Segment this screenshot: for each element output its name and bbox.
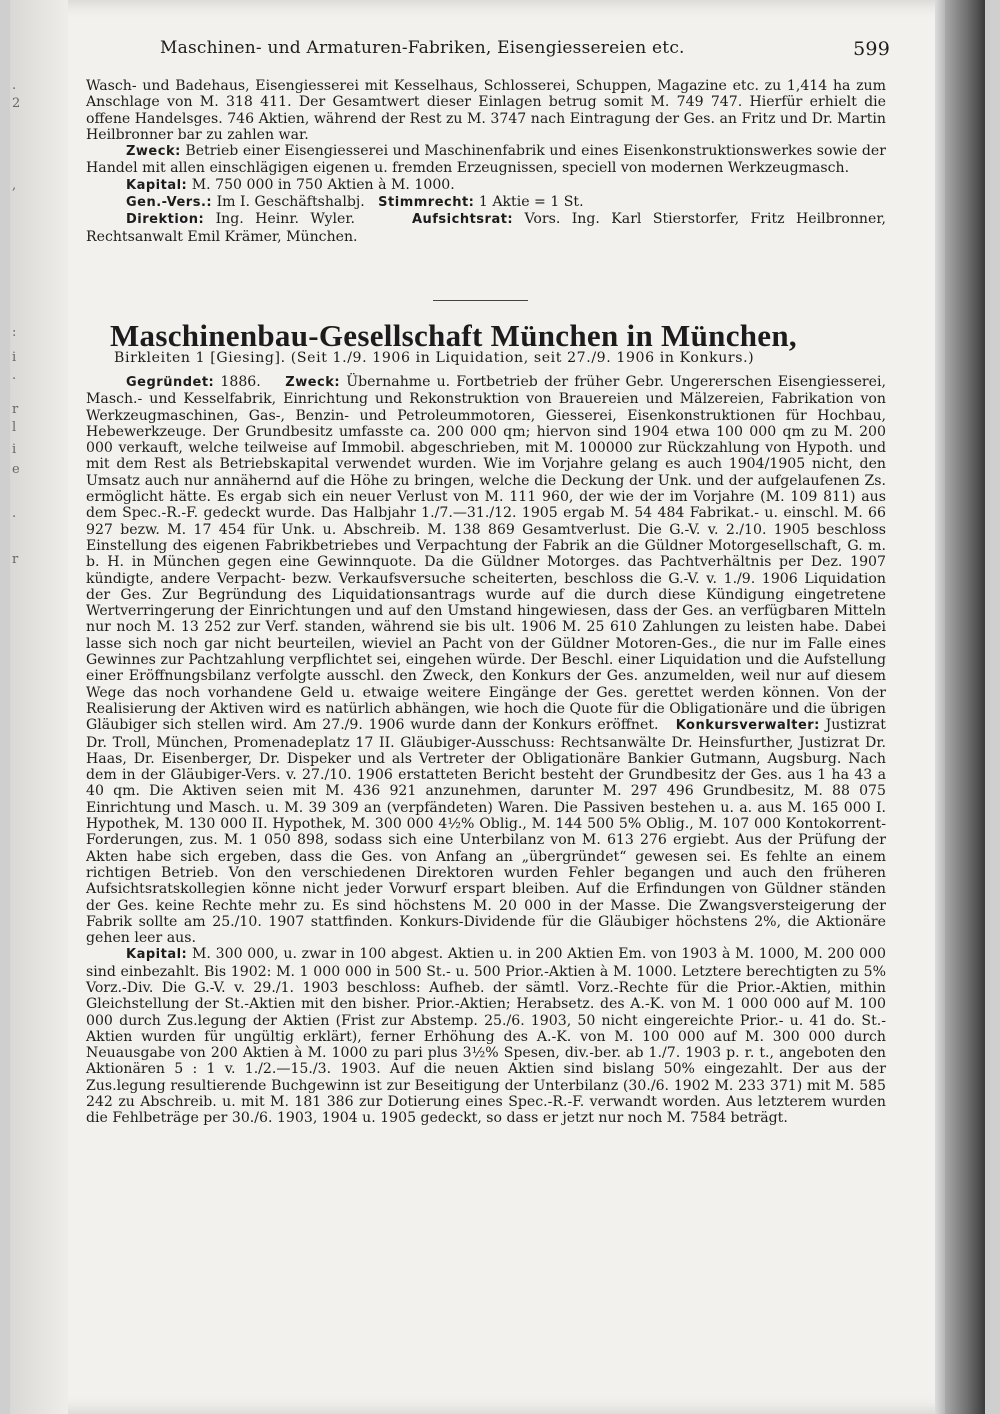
entry2-kapital bbox=[86, 946, 886, 1126]
entry1-direktion bbox=[86, 211, 886, 245]
running-title: Maschinen- und Armaturen-Fabriken, Eisengiessereien etc. bbox=[160, 38, 685, 58]
zweck-text: Betrieb einer Eisengiesserei und Maschinenfabrik und eines Eisenkonstruktionswerkes sowie der Handel mit allen einschlägigen eigenen u. fremden Erzeugnissen, speciell von modernen Werkzeugmasch. bbox=[86, 143, 886, 177]
kapital-label: Kapital: bbox=[126, 177, 188, 193]
scanned-page: . 2 , : i . r l i e . r Maschinen- und Armaturen-Fabriken, Eisengiessereien etc. 599 Wasch- und Badehaus, Eisengiesserei mit Kesselhaus, Schlosserei, Schuppen, Magazine etc. zu 1,414 ha zum Anschlage von M. 318 411. Der Gesamtwert dieser Einlagen betrug somit M. 749 747. Hierfür erhielt die offene Handelsges. 746 Aktien, während der Rest zu M. 3747 nach Eintragung der Ges. an Fritz und Dr. Martin Heilbronner bar zu zahlen war. Zweck: Betrieb einer Eisengiesserei und Maschinenfabrik und eines Eisenkonstruktionswerkes sowie der Handel mit allen einschlägigen eigenen u. fremden Erzeugnissen, speciell von modernen Werkzeugmasch. Kapital: M. 750 000 in 750 Aktien à M. 1000. Gen.-Vers.: Im I. Geschäftshalbj. Stimmrecht: 1 Aktie = 1 St. Direktion: Ing. Heinr. Wyler. Aufsichtsrat: Vors. Ing. Karl Stierstorfer, Fritz Heilbronner, Rechtsanwalt Emil Krämer, München. Maschinenbau-Gesellschaft München in München, Birkleiten 1 [Giesing]. (Seit 1./9. 1906 in Liquidation, seit 27./9. 1906 in Konkurs.) Gegründet: 1886. Zweck: Übernahme u. Fortbetrieb der früher Gebr. Ungererschen Eisengiesserei, Masch.- und Kesselfabrik, Einrichtung und Rekonstruktion von Brauereien und Mälzereien, Fabrikation von Werkzeugmaschinen, Gas-, Benzin- und Petroleummotoren, Giesserei, Eisenkonstruktionen für Hochbau, Hebewerkzeuge. Der Grundbesitz umfasste ca. 200 000 qm; hiervon sind 1904 etwa 100 000 qm zu M. 200 000 verkauft, welche teilweise auf Immobil. abgeschrieben, mit M. 100000 zur Rückzahlung von Hypoth. und mit dem Rest als Betriebskapital verwendet wurden. Wie im Vorjahre gelang es auch 1904/1905 nicht, den Umsatz auch nur annähernd auf die Höhe zu bringen, welche die Deckung der Unk. und der aufgelaufenen Zs. ermöglicht hätte. Es ergab sich ein neuer Verlust von M. 111 960, der wie der im Vorjahre (M. 109 811) aus dem Spec.-R.-F. gedeckt wurde. Das Halbjahr 1./7.—31./12. 1905 ergab M. 54 484 Fabrikat.- u. einschl. M. 66 927 bezw. M. 17 454 für Unk. u. Abschreib. M. 138 869 Gesamtverlust. Die G.-V. v. 2./10. 1905 beschloss Einstellung des eigenen Fabrikbetriebes und Verpachtung der Fabrik an die Güldner Motorgesellschaft, G. m. b. H. in München gegen eine Gewinnquote. Da die Güldner Motorges. das Pachtverhältnis per Dez. 1907 kündigte, andere Verpacht- bezw. Verkaufsversuche scheiterten, beschloss die G.-V. v. 1./9. 1906 Liquidation der Ges. Zur Begründung des Liquidationsantrags wurde auf die durch diese Kündigung eingetretene Wertverringerung der Einrichtungen und auf den Umstand hingewiesen, dass der Ges. an verfügbaren Mitteln nur noch M. 13 252 zur Verf. standen, während sie bis ult. 1906 M. 25 610 Zahlungen zu leisten habe. Dabei lasse sich noch gar nicht beurteilen, wieviel an Pacht von der Güldner Motoren-Ges., die nur im Falle eines Gewinnes zur Pachtzahlung verpflichtet sei, eingehen würde. Der Beschl. einer Liquidation und die Aufstellung einer Eröffnungsbilanz verfolgte ausschl. den Zweck, den Konkurs der Ges. anzumelden, weil nur auf diesem Wege das noch vorhandene Geld u. etwaige weitere Eingänge der Ges. gerettet werden können. Von der Realisierung der Aktiven wird es natürlich abhängen, wie hoch die Quote für die Obligationäre und die übrigen Gläubiger sich stellen wird. Am 27./9. 1906 wurde dann der Konkurs eröffnet. Konkursverwalter: Justizrat Dr. Troll, München, Promenadeplatz 17 II. Gläubiger-Ausschuss: Rechtsanwälte Dr. Heinsfurther, Justizrat Dr. Haas, Dr. Eisenberger, Dr. Dispeker und als Vertreter der Obligationäre Bankier Gutmann, Augsburg. Nach dem in der Gläubiger-Vers. v. 27./10. 1906 erstatteten Bericht besteht der Grundbesitz der Ges. aus 1 ha 43 a 40 qm. Die Aktiven seien mit M. 436 921 anzunehmen, darunter M. 297 496 Grundbesitz, M. 88 075 Einrichtung und Masch. u. M. 39 309 an (verpfändeten) Waren. Die Passiven bestehen u. a. aus M. 165 000 I. Hypothek, M. 130 000 II. Hypothek, M. 300 000 4½% Oblig., M. 144 500 5% Oblig., M. 107 000 Kontokorrent-Forderungen, zus. M. 1 050 898, sodass sich eine Unterbilanz von M. 613 276 ergiebt. Aus der Prüfung der Akten habe sich ergeben, dass die Ges. von Anfang an „übergründet“ gewesen sei. Es fehlte an einem richtigen Betrieb. Von den verschiedenen Direktoren wurden Fehler begangen und auch den früheren Aufsichtsratskollegien könne nicht jeder Vorwurf erspart bleiben. Auf die Erfindungen von Güldner ständen der Ges. keine Rechte mehr zu. Es sind höchstens M. 20 000 in der Masse. Die Zwangsversteigerung der Fabrik sollte am 25./10. 1907 stattfinden. Konkurs-Dividende für die Gläubiger höchstens 2%, die Aktionäre gehen leer aus. Kapital: M. 300 000, u. zwar in 100 abgest. Aktien u. in 200 Aktien Em. von 1903 à M. 1000, M. 200 000 sind einbezahlt. Bis 1902: M. 1 000 000 in 500 St.- u. 500 Prior.-Aktien à M. 1000. Letztere berechtigten zu 5% Vorz.-Div. Die G.-V. v. 29./1. 1903 beschloss: Aufheb. der sämtl. Vorz.-Rechte für die Prior.-Aktien, mithin Gleichstellung der St.-Aktien mit den bisher. Prior.-Aktien; Herabsetz. des A.-K. von M. 1 000 000 auf M. 100 000 durch Zus.legung der Aktien (Frist zur Abstemp. 25./6. 1903, 50 nicht eingereichte Prior.- u. 41 do. St.-Aktien wurden für ungültig erklärt), ferner Erhöhung des A.-K. von M. 100 000 auf M. 300 000 durch Neuausgabe von 200 Aktien à M. 1000 zu pari plus 3½% Spesen, div.-ber. ab 1./7. 1903 p. r. t., angeboten den Aktionären 5 : 1 v. 1./2.—15./3. 1903. Auf die neuen Aktien sind bislang 50% eingezahlt. Der aus der Zus.legung resultierende Buchgewinn ist zur Beseitigung der Unterbilanz (30./6. 1902 M. 233 371) mit M. 585 242 zu Abschreib. u. mit M. 181 386 zur Dotierung eines Spec.-R.-F. verwandt worden. Aus letzterem wurden die Fehlbeträge per 30./6. 1903, 1904 u. 1905 gedeckt, so dass er jetzt nur noch M. 7584 beträgt. bbox=[10, 0, 985, 1414]
entry1-genvers bbox=[86, 194, 886, 211]
direktion-label: Direktion: bbox=[126, 212, 205, 228]
aufsichtsrat-text: Vors. Ing. Karl Stierstorfer, Fritz Heilbronner, Rechtsanwalt Emil Krämer, München. bbox=[86, 211, 886, 245]
gegruendet-label: Gegründet: bbox=[126, 375, 215, 390]
direktion-text: Ing. Heinr. Wyler. bbox=[215, 211, 356, 228]
entry-maschinenbau-gesellschaft bbox=[86, 374, 886, 1127]
company-title: Maschinenbau-Gesellschaft München in München, bbox=[110, 318, 797, 353]
entry1-intro: Wasch- und Badehaus, Eisengiesserei mit Kesselhaus, Schlosserei, Schuppen, Magazine etc. zu 1,414 ha zum Anschlage von M. 318 411. Der Gesamtwert dieser Einlagen betrug somit M. 749 747. Hierfür erhielt die offene Handelsges. 746 Aktien, während der Rest zu M. 3747 nach Eintragung der Ges. an Fritz und Dr. Martin Heilbronner bar zu zahlen war. bbox=[86, 78, 886, 143]
entry1-kapital bbox=[86, 177, 886, 194]
entry-previous-company bbox=[86, 78, 886, 245]
running-header bbox=[160, 38, 890, 58]
entry1-zweck bbox=[86, 143, 886, 177]
page-spine-shadow bbox=[10, 0, 68, 1414]
stimmrecht-text: 1 Aktie = 1 St. bbox=[478, 194, 584, 211]
history-text-2: Justizrat Dr. Troll, München, Promenadeplatz 17 II. Gläubiger-Ausschuss: Rechtsanwälte Dr. Heinsfurther, Justizrat Dr. Haas, Dr. Eisenberger, Dr. Dispeker und als Vertreter der Obligationäre Bankier Gutmann, Augsburg. Nach dem in der Gläubiger-Vers. v. 27./10. 1906 erstatteten Bericht besteht der Grundbesitz der Ges. aus 1 ha 43 a 40 qm. Die Aktiven seien mit M. 436 921 anzunehmen, darunter M. 297 496 Grundbesitz, M. 88 075 Einrichtung und Masch. u. M. 39 309 an (verpfändeten) Waren. Die Passiven bestehen u. a. aus M. 165 000 I. Hypothek, M. 130 000 II. Hypothek, M. 300 000 4½% Oblig., M. 144 500 5% Oblig., M. 107 000 Kontokorrent-Forderungen, zus. M. 1 050 898, sodass sich eine Unterbilanz von M. 613 276 ergiebt. Aus der Prüfung der Akten habe sich ergeben, dass die Ges. von Anfang an „übergründet“ gewesen sei. Es fehlte an einem richtigen Betrieb. Von den verschiedenen Direktoren wurden Fehler begangen und auch den früheren Aufsichtsratskollegien könne nicht jeder Vorwurf erspart bleiben. Auf die Erfindungen von Güldner ständen der Ges. keine Rechte mehr zu. Es sind höchstens M. 20 000 in der Masse. Die Zwangsversteigerung der Fabrik sollte am 25./10. 1907 stattfinden. Konkurs-Dividende für die Gläubiger höchstens 2%, die Aktionäre gehen leer aus. bbox=[86, 717, 886, 947]
zweck-label-2: Zweck: bbox=[285, 375, 341, 390]
genvers-text: Im I. Geschäftshalbj. bbox=[216, 194, 365, 211]
entry2-history bbox=[86, 374, 886, 946]
page-edge bbox=[935, 0, 945, 1414]
aufsichtsrat-label: Aufsichtsrat: bbox=[411, 212, 514, 228]
genvers-label: Gen.-Vers.: bbox=[126, 195, 213, 211]
section-divider bbox=[433, 300, 528, 301]
company-address: Birkleiten 1 [Giesing]. (Seit 1./9. 1906 in Liquidation, seit 27./9. 1906 in Konkurs.) bbox=[114, 350, 755, 366]
kapital-label-2: Kapital: bbox=[126, 947, 188, 963]
kapital-text: M. 750 000 in 750 Aktien à M. 1000. bbox=[191, 176, 455, 193]
history-text-1: Übernahme u. Fortbetrieb der früher Gebr. Ungererschen Eisengiesserei, Masch.- und Kesselfabrik, Einrichtung und Rekonstruktion von Brauereien und Mälzereien, Fabrikation von Werkzeugmaschinen, Gas-, Benzin- und Petroleummotoren, Giesserei, Eisenkonstruktionen für Hochbau, Hebewerkzeuge. Der Grundbesitz umfasste ca. 200 000 qm; hiervon sind 1904 etwa 100 000 qm zu M. 200 000 verkauft, welche teilweise auf Immobil. abgeschrieben, mit M. 100000 zur Rückzahlung von Hypoth. und mit dem Rest als Betriebskapital verwendet wurden. Wie im Vorjahre gelang es auch 1904/1905 nicht, den Umsatz auch nur annähernd auf die Höhe zu bringen, welche die Deckung der Unk. und der aufgelaufenen Zs. ermöglicht hätte. Es ergab sich ein neuer Verlust von M. 111 960, der wie der im Vorjahre (M. 109 811) aus dem Spec.-R.-F. gedeckt wurde. Das Halbjahr 1./7.—31./12. 1905 ergab M. 54 484 Fabrikat.- u. einschl. M. 66 927 bezw. M. 17 454 für Unk. u. Abschreib. M. 138 869 Gesamtverlust. Die G.-V. v. 2./10. 1905 beschloss Einstellung des eigenen Fabrikbetriebes und Verpachtung der Fabrik an die Güldner Motorgesellschaft, G. m. b. H. in München gegen eine Gewinnquote. Da die Güldner Motorges. das Pachtverhältnis per Dez. 1907 kündigte, andere Verpacht- bezw. Verkaufsversuche scheiterten, beschloss die G.-V. v. 1./9. 1906 Liquidation der Ges. Zur Begründung des Liquidationsantrags wurde auf die durch diese Kündigung eingetretene Wertverringerung der Einrichtungen und auf den Umstand hingewiesen, dass der Ges. an verfügbaren Mitteln nur noch M. 13 252 zur Verf. standen, während sie bis ult. 1906 M. 25 610 Zahlungen zu leisten habe. Dabei lasse sich noch gar nicht beurteilen, wieviel an Pacht von der Güldner Motoren-Ges., die nur im Falle eines Gewinnes zur Pachtzahlung verpflichtet sei, eingehen würde. Der Beschl. einer Liquidation und die Aufstellung einer Eröffnungsbilanz verfolgte ausschl. den Zweck, den Konkurs der Ges. anzumelden, weil nur auf diesem Wege das noch vorhandene Geld u. etwaige weitere Eingänge der Ges. gerettet werden können. Von der Realisierung der Aktiven wird es natürlich abhängen, wie hoch die Quote für die Obligationäre und die übrigen Gläubiger sich stellen wird. Am 27./9. 1906 wurde dann der Konkurs eröffnet. bbox=[86, 374, 887, 734]
binding-edge bbox=[945, 0, 985, 1414]
zweck-label: Zweck: bbox=[126, 144, 181, 160]
page-number: 599 bbox=[853, 38, 890, 60]
stimmrecht-label: Stimmrecht: bbox=[378, 195, 475, 211]
kapital-text-2: M. 300 000, u. zwar in 100 abgest. Aktien u. in 200 Aktien Em. von 1903 à M. 1000, M. 200 000 sind einbezahlt. Bis 1902: M. 1 000 000 in 500 St.- u. 500 Prior.-Aktien à M. 1000. Letztere berechtigten zu 5% Vorz.-Div. Die G.-V. v. 29./1. 1903 beschloss: Aufheb. der sämtl. Vorz.-Rechte für die Prior.-Aktien, mithin Gleichstellung der St.-Aktien mit den bisher. Prior.-Aktien; Herabsetz. des A.-K. von M. 1 000 000 auf M. 100 000 durch Zus.legung der Aktien (Frist zur Abstemp. 25./6. 1903, 50 nicht eingereichte Prior.- u. 41 do. St.-Aktien wurden für ungültig erklärt), ferner Erhöhung des A.-K. von M. 100 000 auf M. 300 000 durch Neuausgabe von 200 Aktien à M. 1000 zu pari plus 3½% Spesen, div.-ber. ab 1./7. 1903 p. r. t., angeboten den Aktionären 5 : 1 v. 1./2.—15./3. 1903. Auf die neuen Aktien sind bislang 50% eingezahlt. Der aus der Zus.legung resultierende Buchgewinn ist zur Beseitigung der Unterbilanz (30./6. 1902 M. 233 371) mit M. 585 242 zu Abschreib. u. mit M. 181 386 zur Dotierung eines Spec.-R.-F. verwandt worden. Aus letzterem wurden die Fehlbeträge per 30./6. 1903, 1904 u. 1905 gedeckt, so dass er jetzt nur noch M. 7584 beträgt. bbox=[86, 946, 886, 1127]
konkursverwalter-label: Konkursverwalter: bbox=[675, 718, 820, 734]
gegruendet-text: 1886. bbox=[220, 374, 261, 390]
